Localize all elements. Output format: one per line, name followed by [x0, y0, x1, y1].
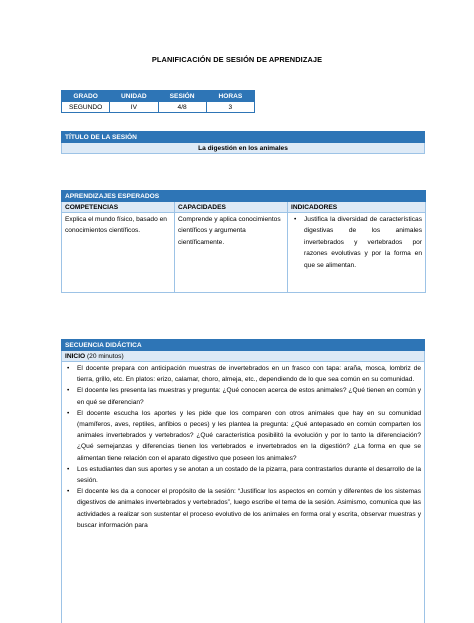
capacidades-cell: Comprende y aplica conocimientos científicos y argumenta científicamente. — [175, 213, 288, 293]
indicador-item: • Justifica la diversidad de características digestivas de los animales invertebrados y vertebrados por razones evolutivas y por la forma en que se alimentan. — [291, 214, 422, 271]
inicio-row — [62, 351, 425, 362]
inicio-body — [62, 362, 425, 623]
column-competencias: COMPETENCIAS — [62, 202, 175, 213]
session-title-value: La digestión en los animales — [62, 143, 425, 154]
document-title: PLANIFICACIÓN DE SESIÓN DE APRENDIZAJE — [0, 55, 474, 64]
list-item: • El docente les da a conocer el propósito de la sesión: “Justificar los aspectos en común y diferentes de los sistemas digestivos de animales invertebrados y vertebrados”, luego escribe el tema de la sesión. Asimismo, comunica que las actividades a realizar son sustentar el proceso evolutivo de los animales en forma oral y escrita, observar muestras y buscar información para — [65, 486, 421, 531]
header-grado: GRADO — [62, 91, 110, 102]
aprendizajes-table — [61, 190, 426, 293]
header-unidad: UNIDAD — [110, 91, 158, 102]
header-horas: HORAS — [206, 91, 254, 102]
list-item: • El docente les presenta las muestras y pregunta: ¿Qué conocen acerca de estos animales? ¿Qué tienen en común y en qué se diferencian? — [65, 385, 421, 407]
header-sesion: SESIÓN — [158, 91, 206, 102]
inicio-list — [65, 363, 421, 531]
secuencia-header: SECUENCIA DIDÁCTICA — [62, 340, 425, 351]
indicadores-list — [291, 214, 422, 271]
list-item: • El docente escucha los aportes y les pide que los comparen con otros animales que hay en su comunidad (mamíferos, aves, reptiles, anfibios o peces) y les plantea la pregunta: ¿Qué antepasado en común comparten los animales invertebrados y vertebrados? ¿Qué característica posibilitó la evolución y por lo tanto la diferenciación? ¿Qué semejanzas y diferencias tienen los vertebrados e invertebrados en la digestión? ¿La forma en que se alimentan tiene relación con el aparato digestivo que poseen los animales? — [65, 408, 421, 464]
list-item: • Los estudiantes dan sus aportes y se anotan a un costado de la pizarra, para contrastarlos durante el desarrollo de la sesión. — [65, 464, 421, 486]
session-title-table — [61, 131, 425, 154]
session-title-header: TÍTULO DE LA SESIÓN — [62, 132, 425, 143]
value-grado: SEGUNDO — [62, 102, 110, 113]
aprendizajes-header: APRENDIZAJES ESPERADOS — [62, 191, 426, 202]
inicio-label: INICIO — [65, 353, 85, 360]
competencias-cell: Explica el mundo físico, basado en conocimientos científicos. — [62, 213, 175, 293]
column-indicadores: INDICADORES — [288, 202, 426, 213]
value-horas: 3 — [206, 102, 254, 113]
inicio-duration: (20 minutos) — [85, 353, 123, 360]
column-capacidades: CAPACIDADES — [175, 202, 288, 213]
list-item: • El docente prepara con anticipación muestras de invertebrados en un frasco con tapa: araña, mosca, lombriz de tierra, grillo, etc. En platos: erizo, calamar, choro, almeja, etc., dependiendo de lo que sea común en su comunidad. — [65, 363, 421, 385]
indicadores-cell — [288, 213, 426, 293]
value-sesion: 4/8 — [158, 102, 206, 113]
value-unidad: IV — [110, 102, 158, 113]
session-info-table — [61, 90, 255, 113]
secuencia-table — [61, 339, 425, 623]
